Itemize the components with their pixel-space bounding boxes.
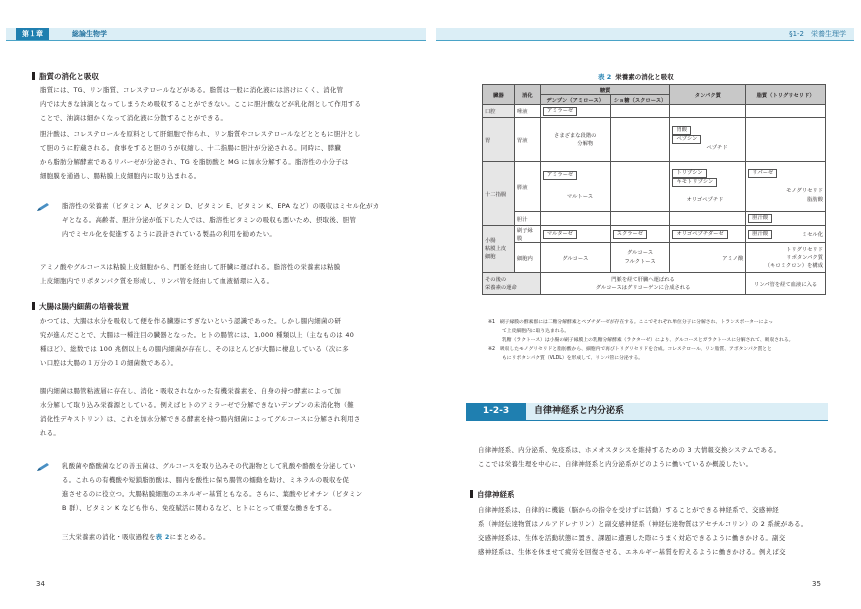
gastric-acid-box: 胃酸 (672, 126, 691, 135)
th-carbohydrate: 糖質 (540, 85, 670, 95)
row-stomach: 胃 (483, 118, 515, 162)
section-number: 1-2-3 (466, 403, 526, 420)
para-lipid-1: 脂質には、TG、リン脂質、コレステロールなどがある。脂質は一般に消化液には溶けにくく、消化管 内では大きな油滴となってしまうため吸収することができない。ここに胆汁酸などが乳化剤として作用する ことで、油滴は細かくなって消化液に分散することができる。 (40, 86, 362, 122)
para-absorption: アミノ酸やグルコースは粘膜上皮細胞から、門脈を経由して肝臓に運ばれる。脂溶性の栄養素は粘膜 上皮細胞内でリポタンパク質を形成し、リンパ管を経由して血液循環に入る。 (40, 263, 341, 285)
enzyme-pepsin: ペプシン (672, 135, 701, 144)
right-running-header (436, 28, 854, 41)
para-autonomic-intro: 自律神経系、内分泌系、免疫系は、ホメオスタシスを維持するための 3 大情報交換システムである。 ここでは栄養生理を中心に、自律神経系と内分泌系がどのように働いているか概説したい。 (478, 446, 781, 468)
cell-bile: 胆汁 (514, 212, 540, 226)
para-summary: 三大栄養素の消化・吸収過程を表 2にまとめる。 (62, 533, 210, 541)
row-oral: 口腔 (483, 105, 515, 118)
table-ref-link[interactable]: 表 2 (155, 533, 170, 541)
heading-autonomic: 自律神経系 (470, 489, 515, 500)
note-good-bacteria: 乳酸菌や酪酸菌などの善玉菌は、グルコースを取り込みその代謝物として乳酸や酪酸を分泌してい る。これらの有機酸や短鎖脂肪酸は、腸内を酸性に保ち腸管の蠕動を助け、ミネラルの吸収を促 進させるのに役立つ。大腸粘膜細胞のエネルギー基質ともなる。さらに、葉酸やビオチン（ビタミン B 群）、ビタミン K なども作ら、免疫賦活に関わるなど、ヒトにとって重要な働きをする。 (62, 459, 363, 515)
enzyme-lipase: リパーゼ (748, 169, 777, 178)
cell-pancreatic-juice: 膵液 (514, 162, 540, 212)
bile-acid-box: 胆汁酸 (748, 214, 772, 223)
note-fat-soluble: 脂溶性の栄養素（ビタミン A、ビタミン D、ビタミン E、ビタミン K、EPA など）の吸収はミセル化がカ ギとなる。高齢者、胆汁分泌が低下した人では、脂溶性ビタミンの吸収も悪いため、摂取後、胆管 内でミセル化を促進するように設計されている製品の利用を勧めたい。 (62, 199, 379, 241)
row-small-intestine: 小腸 粘膜上皮 細胞 (483, 226, 515, 273)
chapter-label: 第１章 (16, 28, 49, 40)
heading-lipid-digestion: 脂質の消化と吸収 (32, 71, 99, 82)
para-autonomic: 自律神経系は、自律的に機能（脳からの指令を受けずに活動）することができる神経系で、交感神経 系（神経伝達物質はノルアドレナリン）と副交感神経系（神経伝達物質はアセチルコリン）の 2 系統がある。 交感神経系は、生体を活動状態に置き、課題に遭遇した際にうまく対応できるように働きかける。副交 感神経系は、生体を休ませて疲労を回復させる、エネルギー基質を貯えるように働きかける。例えば交 (478, 506, 808, 556)
left-running-header (6, 28, 426, 41)
th-digestion: 消化 (514, 85, 540, 105)
cell-gastric-juice: 胃液 (514, 118, 540, 162)
enzyme-amylase-pancreas: アミラーゼ (543, 171, 577, 180)
nutrient-digestion-table: 臓器 消化 糖質 タンパク質 脂質（トリグリセリド） デンプン（アミロース） ショ糖（スクロース） 口腔 唾液 アミラーゼ 胃 胃液 さまざまな段階の 分解物 胃酸 ペプシン ペプチド 十二指腸 膵液 アミラーゼ マルトース トリプシン キモトリプシン オリゴペプチド リパーゼ モノグリセリド 脂肪酸 胆汁 胆汁酸 小腸 粘膜上皮 細胞 刷子縁膜 マルターゼ スクラーゼ オリゴペプチダーゼ 胆汁酸 ミセル化 細胞内 グルコース グルコース フルクトース アミノ酸 トリグリセリド リポタンパク質 （キロミクロン）を構成 その後の 栄養素の運命 門脈を経て肝臓へ運ばれる グルコースはグリコーゲンに合成される リンパ管を経て血液に入る (482, 84, 826, 295)
enzyme-oligopeptidase: オリゴペプチダーゼ (672, 230, 727, 239)
cell-fate-lymph: リンパ管を経て血液に入る (746, 273, 826, 295)
th-organ: 臓器 (483, 85, 515, 105)
table-footnotes: ※1 刷子縁膜の酵素群には二糖分解酵素とペプチダーゼが存在する。ここでそれぞれ単位分子に分解され、トランスポーターによっ て上皮細胞内に取り込まれる。 乳糖（ラクトース）は小腸の刷子縁膜上の乳糖分解酵素（ラクターゼ）により、グルコースとガラクトースに分解されて、吸収される。 ※2 吸収したモノグリセリドと脂肪酸から、細胞内で再びトリグリセリドを合成。コレステロール、リン脂質、アポタンパク質とと もにリポタンパク質（VLDL）を形成して、リンパ管に分泌する。 (488, 320, 794, 361)
enzyme-maltase: マルターゼ (543, 230, 577, 239)
para-bacteria-1: かつては、大腸は水分を吸収して便を作る臓器にすぎないという認識であった。しかし腸内細菌の研 究が進んだことで、大腸は一種注目の臓器となった。ヒトの腸管には、1,000 種類以上（主なものは 40 種ほど）、総数では 100 兆個以上もの腸内細菌が存在し、そのほとんどが大腸に棲息している（次に多 い口腔は大腸の１万分の１の細菌数である）。 (40, 317, 355, 367)
cell-fate-portal: 門脈を経て肝臓へ運ばれる グルコースはグリコーゲンに合成される (540, 273, 745, 295)
table-title: 表 2 栄養素の消化と吸収 (598, 73, 674, 81)
para-lipid-2: 胆汁酸は、コレステロールを原料として肝細胞で作られ、リン脂質やコレステロールなどとともに胆汁とし て胆のうに貯蔵される。食事をすると胆のうが収縮し、十二指腸に胆汁が分泌される。同時に、膵臓 から脂肪分解酵素であるリパーゼが分泌され、TG を脂肪酸と MG に加水分解する。脂溶性の小分子は 細胞膜を通過し、腸粘膜上皮細胞内に取り込まれる。 (40, 130, 361, 180)
th-starch: デンプン（アミロース） (540, 95, 610, 105)
enzyme-amylase-oral: アミラーゼ (543, 107, 577, 116)
section-heading-bar (466, 403, 828, 421)
page-number-right: 35 (812, 580, 821, 588)
bile-acid-box-2: 胆汁酸 (748, 230, 772, 239)
th-lipid: 脂質（トリグリセリド） (746, 85, 826, 105)
section-title: 自律神経系と内分泌系 (534, 406, 625, 416)
th-protein: タンパク質 (670, 85, 746, 105)
enzyme-sucrase: スクラーゼ (613, 230, 647, 239)
heading-large-intestine: 大腸は腸内細菌の培養装置 (32, 301, 129, 312)
pencil-icon (36, 202, 50, 212)
row-duodenum: 十二指腸 (483, 162, 515, 226)
para-bacteria-2: 腸内細菌は腸管粘液層に存在し、消化・吸収されなかった有機栄養素を、自身の持つ酵素によって加 水分解して取り込み栄養源としている。例えばヒトのアミラーゼで分解できないデンプンの未消化物（難 消化性デキストリン）は、これを加水分解できる酵素を持つ腸内細菌によってグルコースに分解され利用さ れる。 (40, 387, 361, 437)
cell-intracellular: 細胞内 (514, 243, 540, 273)
pencil-icon (36, 462, 50, 472)
cell-brush-border: 刷子縁膜 (514, 226, 540, 243)
page-number-left: 34 (36, 580, 45, 588)
row-fate: その後の 栄養素の運命 (483, 273, 541, 295)
enzyme-trypsin: トリプシン (672, 169, 706, 178)
chapter-title: 総論生物学 (72, 30, 107, 38)
enzyme-chymotrypsin: キモトリプシン (672, 178, 717, 187)
th-sucrose: ショ糖（スクロース） (610, 95, 670, 105)
section-label: §1-2 栄養生理学 (789, 30, 846, 38)
cell-saliva: 唾液 (514, 105, 540, 118)
